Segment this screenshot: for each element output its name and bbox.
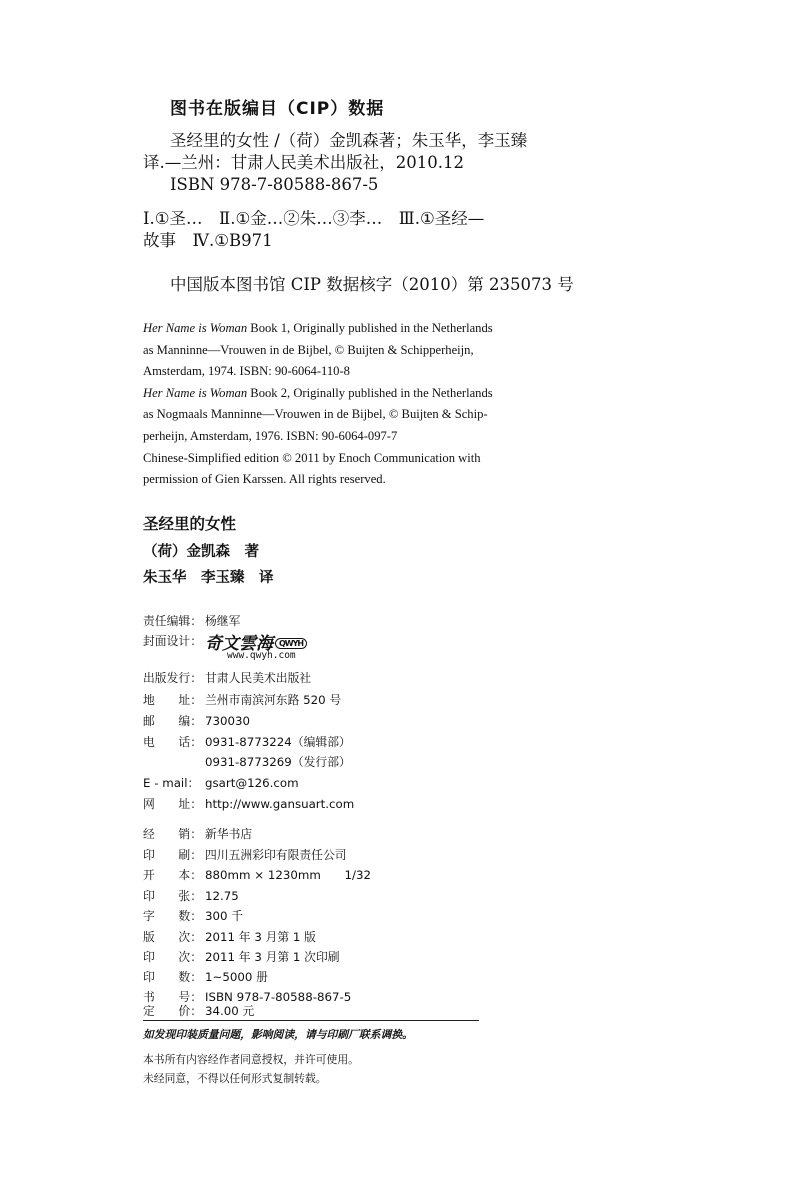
divider bbox=[143, 1020, 479, 1021]
english-line: Her Name is Woman Book 1, Originally published in the Netherlands bbox=[143, 321, 493, 335]
website-row: 网 址： http://www.gansuart.com bbox=[143, 797, 355, 811]
cip-classification bbox=[143, 208, 583, 252]
english-line: perheijn, Amsterdam, 1976. ISBN: 90-6064-097-7 bbox=[143, 428, 398, 443]
book-title-en: Her Name is Woman bbox=[143, 385, 248, 400]
sheets-row: 印 张： 12.75 bbox=[143, 889, 239, 903]
phone-row-2: 0931-8773269（发行部） bbox=[205, 755, 351, 769]
book-translators: 朱玉华 李玉臻 译 bbox=[143, 570, 274, 586]
defect-notice: 如发现印装质量问题，影响阅读，请与印刷厂联系调换。 bbox=[143, 1028, 413, 1041]
cover-design-label: 封面设计： bbox=[143, 634, 202, 648]
printer-row: 印 刷： 四川五洲彩印有限责任公司 bbox=[143, 848, 347, 862]
english-line: Her Name is Woman Book 2, Originally published in the Netherlands bbox=[143, 385, 493, 400]
designer-logo-text: 奇文雲海 bbox=[205, 634, 273, 654]
editor-row bbox=[143, 612, 240, 629]
postcode-row: 邮 编： 730030 bbox=[143, 714, 251, 728]
english-line: Amsterdam, 1974. ISBN: 90-6064-110-8 bbox=[143, 364, 350, 379]
designer-logo-badge: QWYH bbox=[275, 638, 307, 649]
editor-label: 责任编辑： bbox=[143, 614, 202, 628]
english-line: as Nogmaals Manninne—Vrouwen in de Bijbel, © Buijten & Schip- bbox=[143, 407, 488, 422]
english-line: permission of Gien Karssen. All rights reserved. bbox=[143, 472, 386, 487]
word-count-row: 字 数： 300 千 bbox=[143, 909, 244, 923]
editor-value: 杨继军 bbox=[205, 614, 241, 628]
cip-class-line-2: 故事 Ⅳ.①B971 bbox=[143, 231, 273, 250]
book-title: 圣经里的女性 bbox=[143, 515, 237, 533]
isbn-row: 书 号： ISBN 978-7-80588-867-5 bbox=[143, 990, 352, 1004]
designer-logo bbox=[205, 629, 307, 661]
edition-row: 版 次： 2011 年 3 月第 1 版 bbox=[143, 930, 316, 944]
format-row: 开 本： 880mm × 1230mm 1/32 bbox=[143, 868, 371, 882]
cip-class-line-1: Ⅰ.①圣… Ⅱ.①金…②朱…③李… Ⅲ.①圣经— bbox=[143, 209, 485, 228]
distributor-row: 经 销： 新华书店 bbox=[143, 827, 253, 841]
designer-url: www.qwyh.com bbox=[227, 650, 296, 661]
cip-record bbox=[143, 130, 583, 196]
cover-design-row bbox=[143, 632, 307, 664]
address-row: 地 址： 兰州市南滨河东路 520 号 bbox=[143, 693, 342, 707]
book-author: （荷）金凯森 著 bbox=[143, 544, 259, 560]
print-run-row: 印 数： 1~5000 册 bbox=[143, 970, 268, 984]
price-row: 定 价： 34.00 元 bbox=[143, 1004, 255, 1018]
english-line: as Manninne—Vrouwen in de Bijbel, © Buijten & Schipperheijn, bbox=[143, 342, 474, 357]
cip-line-3: ISBN 978-7-80588-867-5 bbox=[170, 175, 379, 194]
authorization-notice: 本书所有内容经作者同意授权，并许可使用。 bbox=[143, 1053, 359, 1066]
cip-heading: 图书在版编目（CIP）数据 bbox=[170, 99, 385, 119]
book-title-en: Her Name is Woman bbox=[143, 321, 248, 335]
cip-line-1: 圣经里的女性 /（荷）金凯森著；朱玉华，李玉臻 bbox=[170, 131, 528, 150]
english-line: Chinese-Simplified edition © 2011 by Enoch Communication with bbox=[143, 450, 481, 465]
publisher-row: 出版发行： 甘肃人民美术出版社 bbox=[143, 671, 312, 685]
email-row: E - mail： gsart@126.com bbox=[143, 776, 299, 790]
english-copyright-block bbox=[143, 318, 593, 491]
copyright-notice: 未经同意，不得以任何形式复制转载。 bbox=[143, 1072, 327, 1085]
cip-record-number: 中国版本图书馆 CIP 数据核字（2010）第 235073 号 bbox=[170, 275, 574, 294]
cip-line-2: 译.—兰州：甘肃人民美术出版社，2010.12 bbox=[143, 153, 464, 172]
phone-row: 电 话： 0931-8773224（编辑部） bbox=[143, 735, 351, 749]
impression-row: 印 次： 2011 年 3 月第 1 次印刷 bbox=[143, 950, 340, 964]
